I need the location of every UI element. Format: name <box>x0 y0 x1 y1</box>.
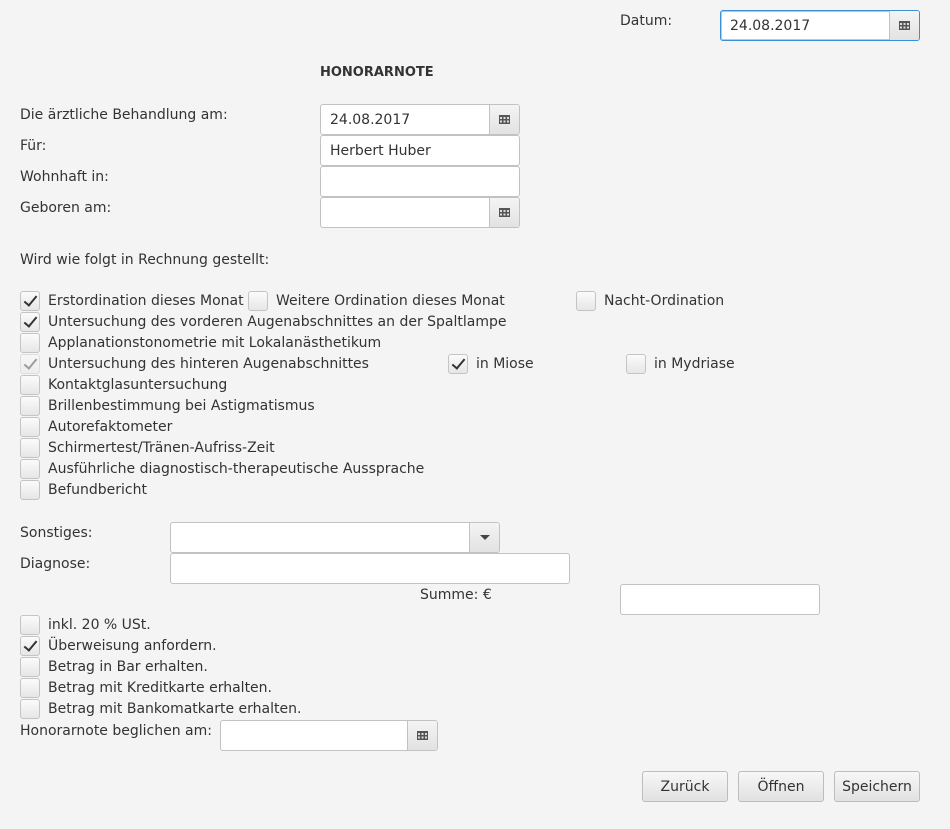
bar-label[interactable]: Betrag in Bar erhalten. <box>48 659 208 675</box>
weitere-ordination-checkbox[interactable] <box>248 291 268 311</box>
datum-date-picker[interactable] <box>720 10 920 41</box>
calendar-icon <box>499 115 510 124</box>
geboren-input[interactable] <box>330 198 485 227</box>
kontaktglas-checkbox[interactable] <box>20 375 40 395</box>
aussprache-label[interactable]: Ausführliche diagnostisch-therapeutische Aussprache <box>48 461 425 477</box>
aussprache-checkbox[interactable] <box>20 459 40 479</box>
rechnung-label: Wird wie folgt in Rechnung gestellt: <box>20 252 270 268</box>
schirmertest-label[interactable]: Schirmertest/Tränen-Aufriss-Zeit <box>48 440 275 456</box>
ueberweisung-checkbox[interactable] <box>20 636 40 656</box>
autorefaktometer-label[interactable]: Autorefaktometer <box>48 419 173 435</box>
beglichen-label: Honorarnote beglichen am: <box>20 723 212 739</box>
kreditkarte-checkbox[interactable] <box>20 678 40 698</box>
page-title: HONORARNOTE <box>320 65 434 80</box>
nacht-ordination-checkbox[interactable] <box>576 291 596 311</box>
brillenbestimmung-checkbox[interactable] <box>20 396 40 416</box>
diagnose-field[interactable] <box>170 553 570 584</box>
hinterer-augenabschnitt-checkbox[interactable] <box>20 354 40 374</box>
geboren-date-picker[interactable] <box>320 197 520 228</box>
befundbericht-label[interactable]: Befundbericht <box>48 482 147 498</box>
behandlung-date-picker[interactable] <box>320 104 520 135</box>
wohnhaft-label: Wohnhaft in: <box>20 169 109 185</box>
behandlung-label: Die ärztliche Behandlung am: <box>20 107 228 123</box>
save-button[interactable]: Speichern <box>834 771 920 802</box>
chevron-down-icon <box>480 535 490 540</box>
fuer-input[interactable] <box>330 136 513 165</box>
miose-checkbox[interactable] <box>448 354 468 374</box>
beglichen-input[interactable] <box>230 721 403 750</box>
erstordination-label[interactable]: Erstordination dieses Monat <box>48 293 244 309</box>
diagnose-input[interactable] <box>180 554 563 583</box>
summe-field[interactable] <box>620 584 820 615</box>
beglichen-picker-button[interactable] <box>407 721 437 750</box>
diagnose-label: Diagnose: <box>20 556 91 572</box>
erstordination-checkbox[interactable] <box>20 291 40 311</box>
ust-label[interactable]: inkl. 20 % USt. <box>48 617 151 633</box>
open-button[interactable]: Öffnen <box>738 771 824 802</box>
spaltlampe-label[interactable]: Untersuchung des vorderen Augenabschnittes an der Spaltlampe <box>48 314 507 330</box>
hinterer-augenabschnitt-label[interactable]: Untersuchung des hinteren Augenabschnittes <box>48 356 369 372</box>
mydriase-label[interactable]: in Mydriase <box>654 356 735 372</box>
datum-label: Datum: <box>620 13 673 29</box>
ueberweisung-label[interactable]: Überweisung anfordern. <box>48 638 217 654</box>
beglichen-date-picker[interactable] <box>220 720 438 751</box>
applanationstonometrie-label[interactable]: Applanationstonometrie mit Lokalanästhetikum <box>48 335 382 351</box>
bar-checkbox[interactable] <box>20 657 40 677</box>
calendar-icon <box>499 208 510 217</box>
mydriase-checkbox[interactable] <box>626 354 646 374</box>
summe-label: Summe: € <box>420 587 492 603</box>
schirmertest-checkbox[interactable] <box>20 438 40 458</box>
kreditkarte-label[interactable]: Betrag mit Kreditkarte erhalten. <box>48 680 272 696</box>
back-button[interactable]: Zurück <box>642 771 728 802</box>
befundbericht-checkbox[interactable] <box>20 480 40 500</box>
sonstiges-label: Sonstiges: <box>20 525 93 541</box>
sonstiges-combobox[interactable] <box>170 522 500 553</box>
kontaktglas-label[interactable]: Kontaktglasuntersuchung <box>48 377 228 393</box>
calendar-icon <box>899 21 910 30</box>
fuer-field[interactable] <box>320 135 520 166</box>
summe-input[interactable] <box>630 585 813 614</box>
spaltlampe-checkbox[interactable] <box>20 312 40 332</box>
brillenbestimmung-label[interactable]: Brillenbestimmung bei Astigmatismus <box>48 398 315 414</box>
wohnhaft-field[interactable] <box>320 166 520 197</box>
sonstiges-input[interactable] <box>180 523 463 552</box>
calendar-icon <box>417 731 428 740</box>
bankomatkarte-label[interactable]: Betrag mit Bankomatkarte erhalten. <box>48 701 302 717</box>
wohnhaft-input[interactable] <box>330 167 513 196</box>
geboren-label: Geboren am: <box>20 200 112 216</box>
sonstiges-dropdown-button[interactable] <box>469 523 499 552</box>
datum-picker-button[interactable] <box>889 11 919 40</box>
datum-input[interactable] <box>730 11 885 40</box>
behandlung-input[interactable] <box>330 105 485 134</box>
autorefaktometer-checkbox[interactable] <box>20 417 40 437</box>
applanationstonometrie-checkbox[interactable] <box>20 333 40 353</box>
geboren-picker-button[interactable] <box>489 198 519 227</box>
nacht-ordination-label[interactable]: Nacht-Ordination <box>604 293 725 309</box>
weitere-ordination-label[interactable]: Weitere Ordination dieses Monat <box>276 293 505 309</box>
bankomatkarte-checkbox[interactable] <box>20 699 40 719</box>
ust-checkbox[interactable] <box>20 615 40 635</box>
fuer-label: Für: <box>20 138 47 154</box>
behandlung-picker-button[interactable] <box>489 105 519 134</box>
miose-label[interactable]: in Miose <box>476 356 534 372</box>
